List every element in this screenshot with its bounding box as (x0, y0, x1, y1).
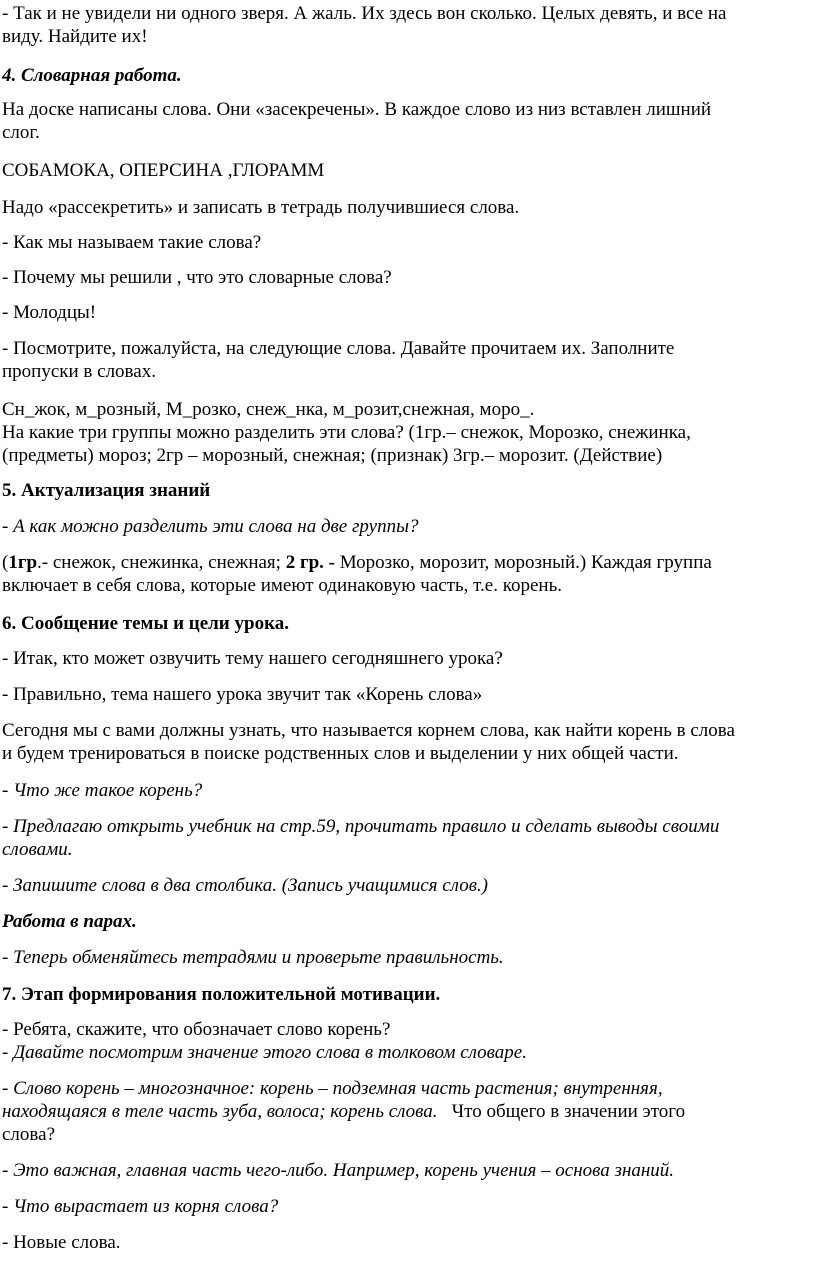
text-line: - Молодцы! (2, 302, 97, 323)
text-line: - Как мы называем такие слова? (2, 232, 262, 253)
text-line: - Посмотрите, пожалуйста, на следующие слова. Давайте прочитаем их. Заполните (2, 338, 675, 359)
section-heading-4: 4. Словарная работа. (2, 65, 182, 86)
text-line: - Теперь обменяйтесь тетрадями и проверьте правильность. (2, 947, 504, 968)
text-line: пропуски в словах. (2, 361, 156, 382)
text-line: На доске написаны слова. Они «засекречены». В каждое слово из низ вставлен лишний (2, 99, 712, 120)
text-line (2, 551, 814, 574)
text-line: и будем тренироваться в поиске родственных слов и выделении у них общей части. (2, 743, 679, 764)
text-line (2, 1100, 814, 1123)
text-line: - Запишите слова в два столбика. (Запись учащимися слов.) (2, 875, 489, 896)
text-line: - Слово корень – многозначное: корень – подземная часть растения; внутренняя, (2, 1078, 663, 1099)
text-line: - Правильно, тема нашего урока звучит так «Корень слова» (2, 684, 483, 705)
text-line: (предметы) мороз; 2гр – морозный, снежная; (признак) 3гр.– морозит. (Действие) (2, 445, 663, 466)
text-line: - Новые слова. (2, 1232, 121, 1253)
section-heading-5: 5. Актуализация знаний (2, 480, 211, 501)
text-line: - Так и не увидели ни одного зверя. А жаль. Их здесь вон сколько. Целых девять, и все на (2, 3, 727, 24)
text-span: Что общего в значении этого (437, 1101, 686, 1122)
text-line: включает в себя слова, которые имеют одинаковую часть, т.е. корень. (2, 575, 562, 596)
section-heading-7: 7. Этап формирования положительной мотивации. (2, 984, 441, 1005)
bold-span: 2 гр. - (285, 552, 335, 573)
text-line: Надо «рассекретить» и записать в тетрадь получившиеся слова. (2, 197, 520, 218)
text-line: Сн_жок, м_розный, М_розко, снеж_нка, м_розит,снежная, моро_. (2, 399, 535, 420)
bold-span: 1гр (8, 552, 38, 573)
text-line: - Это важная, главная часть чего-либо. Например, корень учения – основа знаний. (2, 1160, 675, 1181)
text-line: - А как можно разделить эти слова на две группы? (2, 516, 419, 537)
text-line: На какие три группы можно разделить эти слова? (1гр.– снежок, Морозко, снежинка, (2, 422, 691, 443)
section-heading-pairs: Работа в парах. (2, 911, 137, 932)
text-line: СОБАМОКА, ОПЕРСИНА ,ГЛОРАММ (2, 160, 325, 181)
text-line: - Давайте посмотрим значение этого слова в толковом словаре. (2, 1042, 527, 1063)
text-line: - Почему мы решили , что это словарные слова? (2, 267, 392, 288)
text-line: - Итак, кто может озвучить тему нашего сегодняшнего урока? (2, 648, 503, 669)
text-line: - Предлагаю открыть учебник на стр.59, прочитать правило и сделать выводы своими (2, 816, 720, 837)
text-line: Сегодня мы с вами должны узнать, что называется корнем слова, как найти корень в слова (2, 720, 735, 741)
text-line: слог. (2, 122, 40, 143)
section-heading-6: 6. Сообщение темы и цели урока. (2, 613, 289, 634)
text-span: Морозко, морозит, морозный.) Каждая группа (334, 552, 712, 573)
text-line: - Что вырастает из корня слова? (2, 1196, 279, 1217)
text-span: .- снежок, снежинка, снежная; (37, 552, 286, 573)
italic-span: находящаяся в теле часть зуба, волоса; корень слова. (2, 1101, 438, 1122)
text-line: слова? (2, 1124, 56, 1145)
text-line: - Ребята, скажите, что обозначает слово корень? (2, 1019, 391, 1040)
text-line: словами. (2, 839, 73, 860)
text-span: ( (2, 552, 9, 573)
text-line: - Что же такое корень? (2, 780, 203, 801)
text-line: виду. Найдите их! (2, 26, 148, 47)
